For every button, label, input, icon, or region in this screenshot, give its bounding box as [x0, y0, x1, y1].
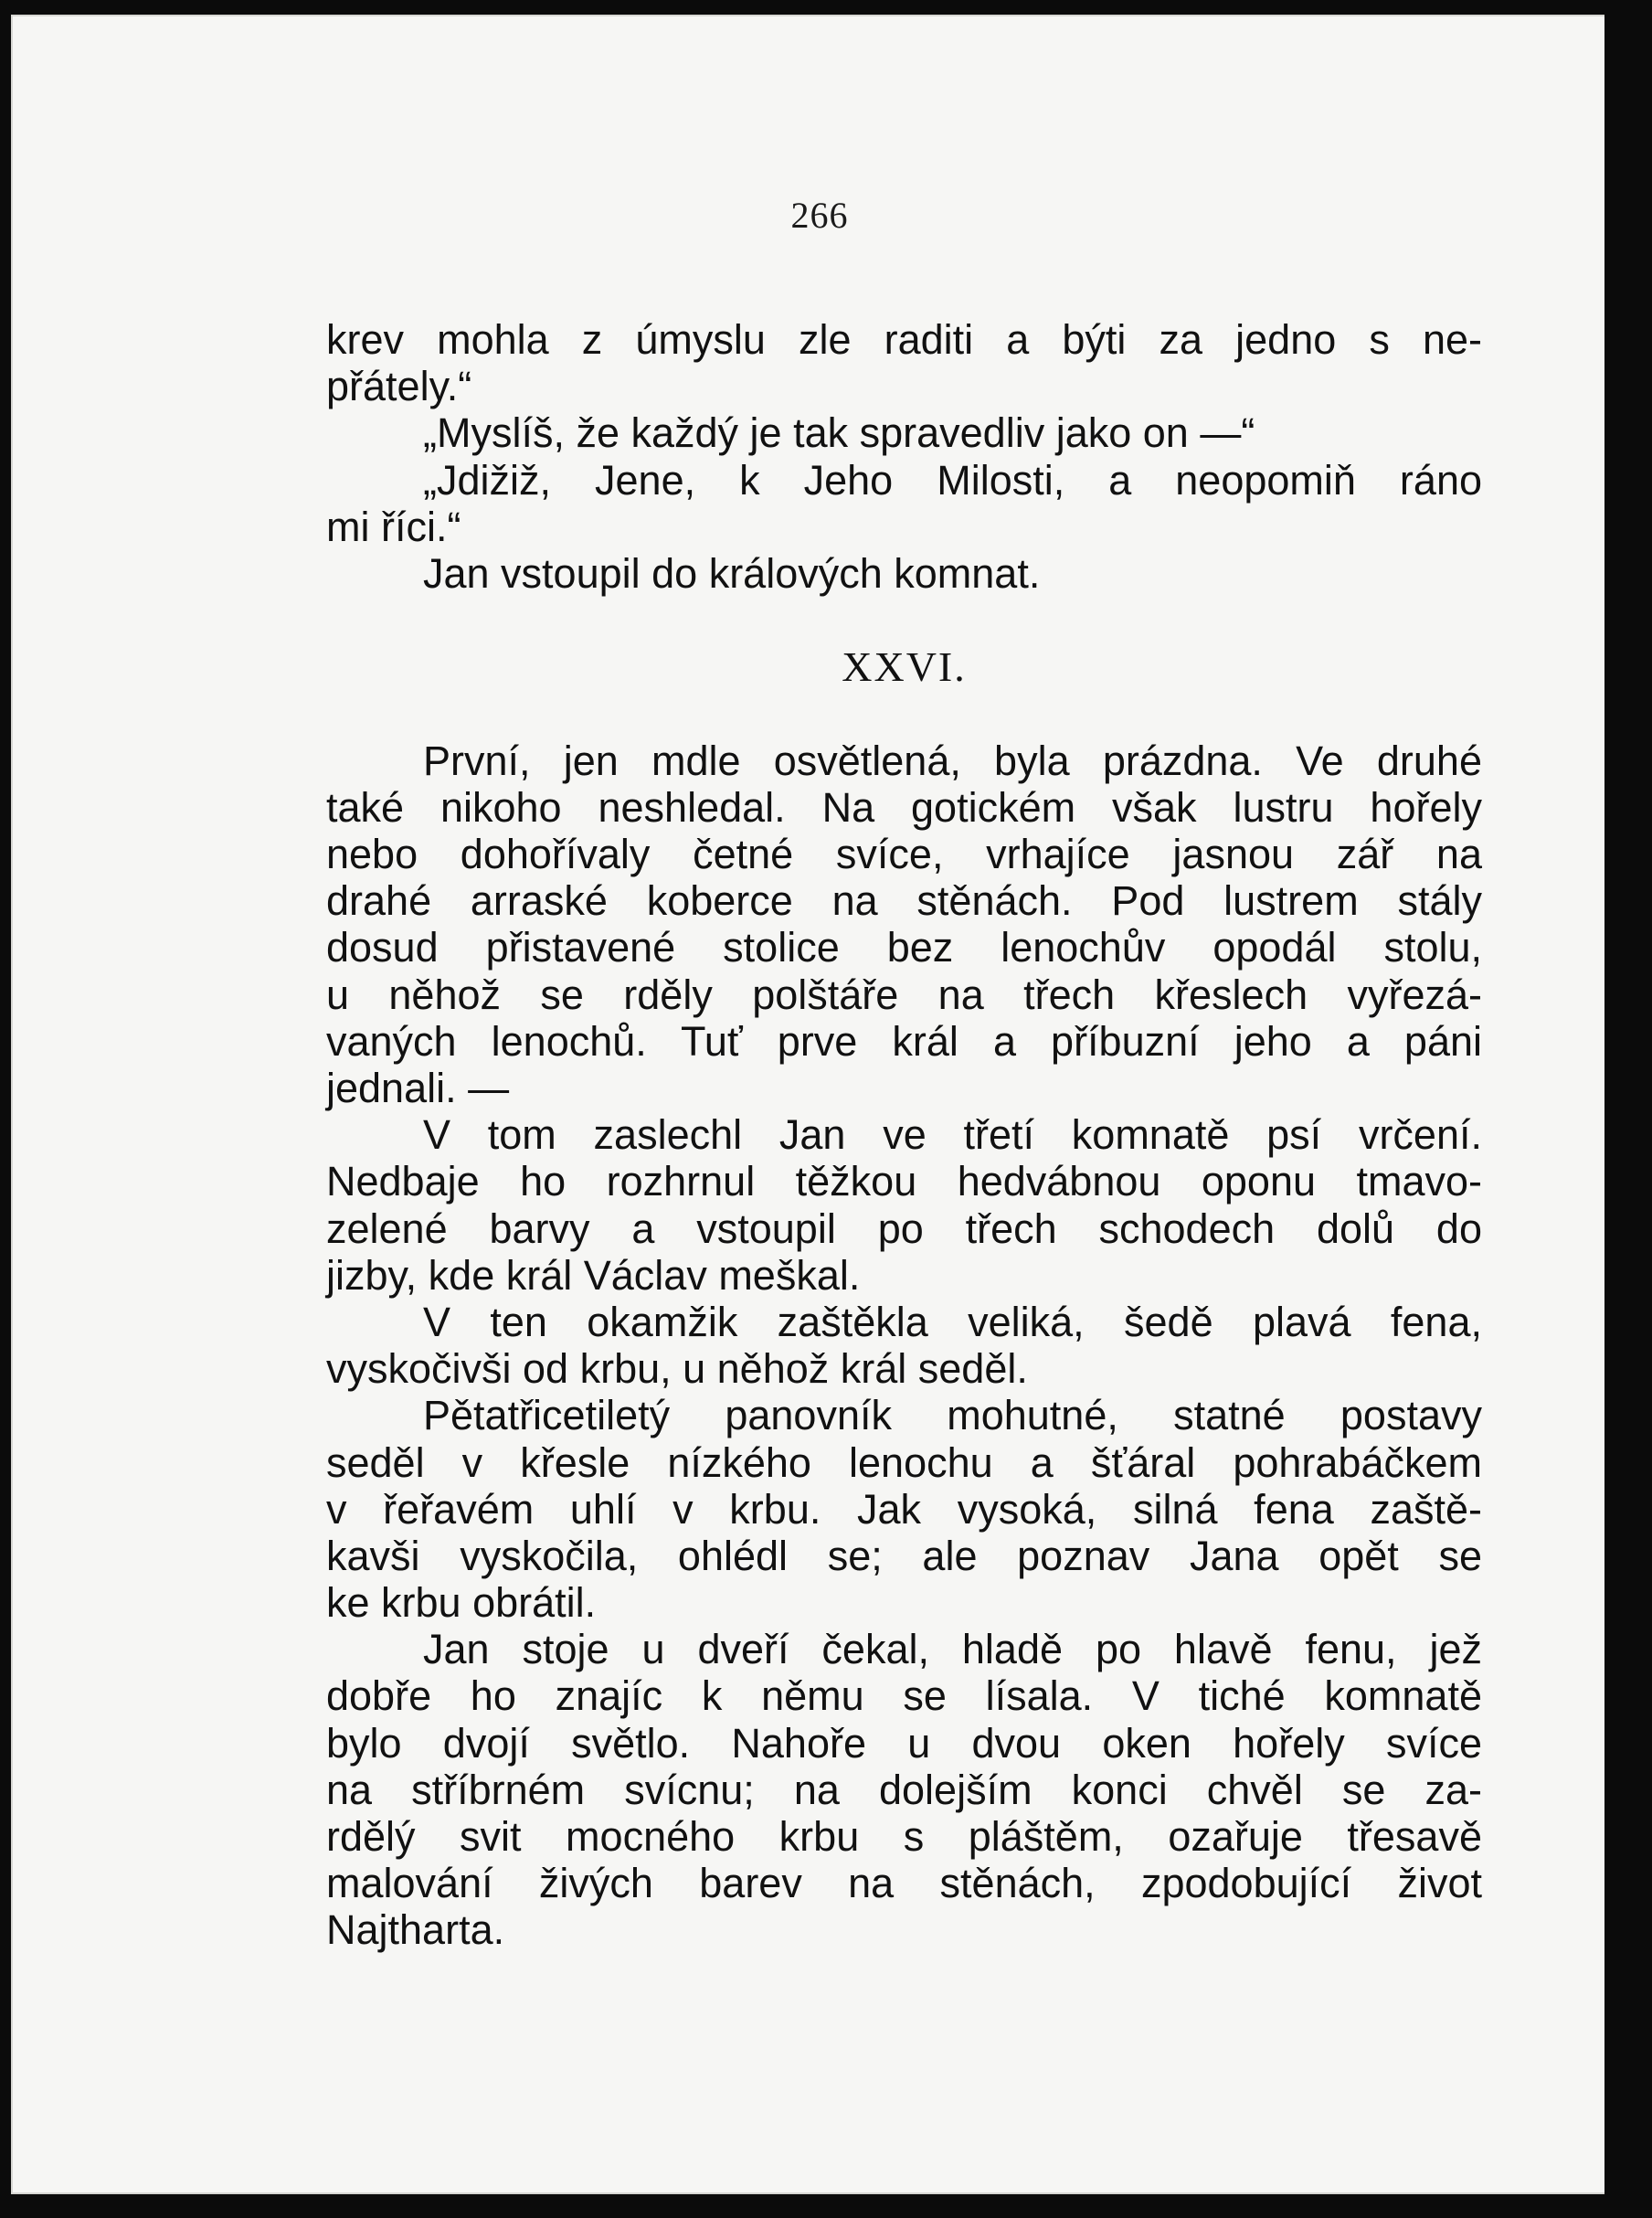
text-line: dobře ho znajíc k němu se lísala. V tiché komnatě — [326, 1672, 1482, 1720]
text-line: mi říci.“ — [326, 503, 461, 550]
text-after-chapter — [326, 738, 1482, 1954]
text-line: malování živých barev na stěnách, zpodobující život — [326, 1860, 1482, 1907]
chapter-heading: XXVI. — [842, 643, 967, 691]
text-line: také nikoho neshledal. Na gotickém však lustru hořely — [326, 783, 1482, 831]
text-line: „Jdižiž, Jene, k Jeho Milosti, a neopomiň ráno — [423, 456, 1482, 504]
book-page — [11, 15, 1628, 2194]
text-line: drahé arraské koberce na stěnách. Pod lustrem stály — [326, 877, 1482, 925]
text-line: Nedbaje ho rozhrnul těžkou hedvábnou oponu tmavo- — [326, 1158, 1482, 1205]
text-line: vaných lenochů. Tuť prve král a příbuzní jeho a páni — [326, 1017, 1482, 1065]
text-line: „Myslíš, že každý je tak spravedliv jako on —“ — [423, 409, 1255, 457]
text-before-chapter — [326, 316, 1482, 597]
text-line: Jan vstoupil do králových komnat. — [423, 549, 1041, 597]
text-line: jizby, kde král Václav meškal. — [326, 1251, 861, 1299]
text-line: bylo dvojí světlo. Nahoře u dvou oken hořely svíce — [326, 1719, 1482, 1767]
text-line: rdělý svit mocného krbu s pláštěm, ozařuje třesavě — [326, 1813, 1482, 1860]
page-text — [326, 316, 1482, 1954]
text-line: Najtharta. — [326, 1906, 505, 1954]
text-line: vyskočivši od krbu, u něhož král seděl. — [326, 1345, 1028, 1393]
page-number: 266 — [790, 195, 849, 236]
text-line: Pětatřicetiletý panovník mohutné, statné postavy — [423, 1392, 1482, 1439]
text-line: zelené barvy a vstoupil po třech schodech dolů do — [326, 1205, 1482, 1252]
page-edge-shadow — [1604, 15, 1628, 2194]
text-line: přátely.“ — [326, 363, 472, 410]
text-line: na stříbrném svícnu; na dolejším konci chvěl se za- — [326, 1766, 1482, 1813]
text-line: V ten okamžik zaštěkla veliká, šedě plavá fena, — [423, 1298, 1482, 1345]
text-line: v řeřavém uhlí v krbu. Jak vysoká, silná fena zaště- — [326, 1485, 1482, 1533]
text-line: seděl v křesle nízkého lenochu a šťáral pohrabáčkem — [326, 1438, 1482, 1486]
text-line: dosud přistavené stolice bez lenochův opodál stolu, — [326, 924, 1482, 971]
text-line: Jan stoje u dveří čekal, hladě po hlavě fenu, jež — [423, 1626, 1482, 1673]
text-line: kavši vyskočila, ohlédl se; ale poznav Jana opět se — [326, 1532, 1482, 1579]
text-line: V tom zaslechl Jan ve třetí komnatě psí vrčení. — [423, 1111, 1482, 1159]
text-line: krev mohla z úmyslu zle raditi a býti za jedno s ne- — [326, 316, 1482, 363]
text-line: u něhož se rděly polštáře na třech křeslech vyřezá- — [326, 971, 1482, 1018]
text-line: nebo dohořívaly četné svíce, vrhajíce jasnou zář na — [326, 831, 1482, 878]
text-line: ke krbu obrátil. — [326, 1579, 597, 1627]
text-line: jednali. — — [326, 1065, 510, 1111]
text-line: První, jen mdle osvětlená, byla prázdna. Ve druhé — [423, 737, 1482, 784]
